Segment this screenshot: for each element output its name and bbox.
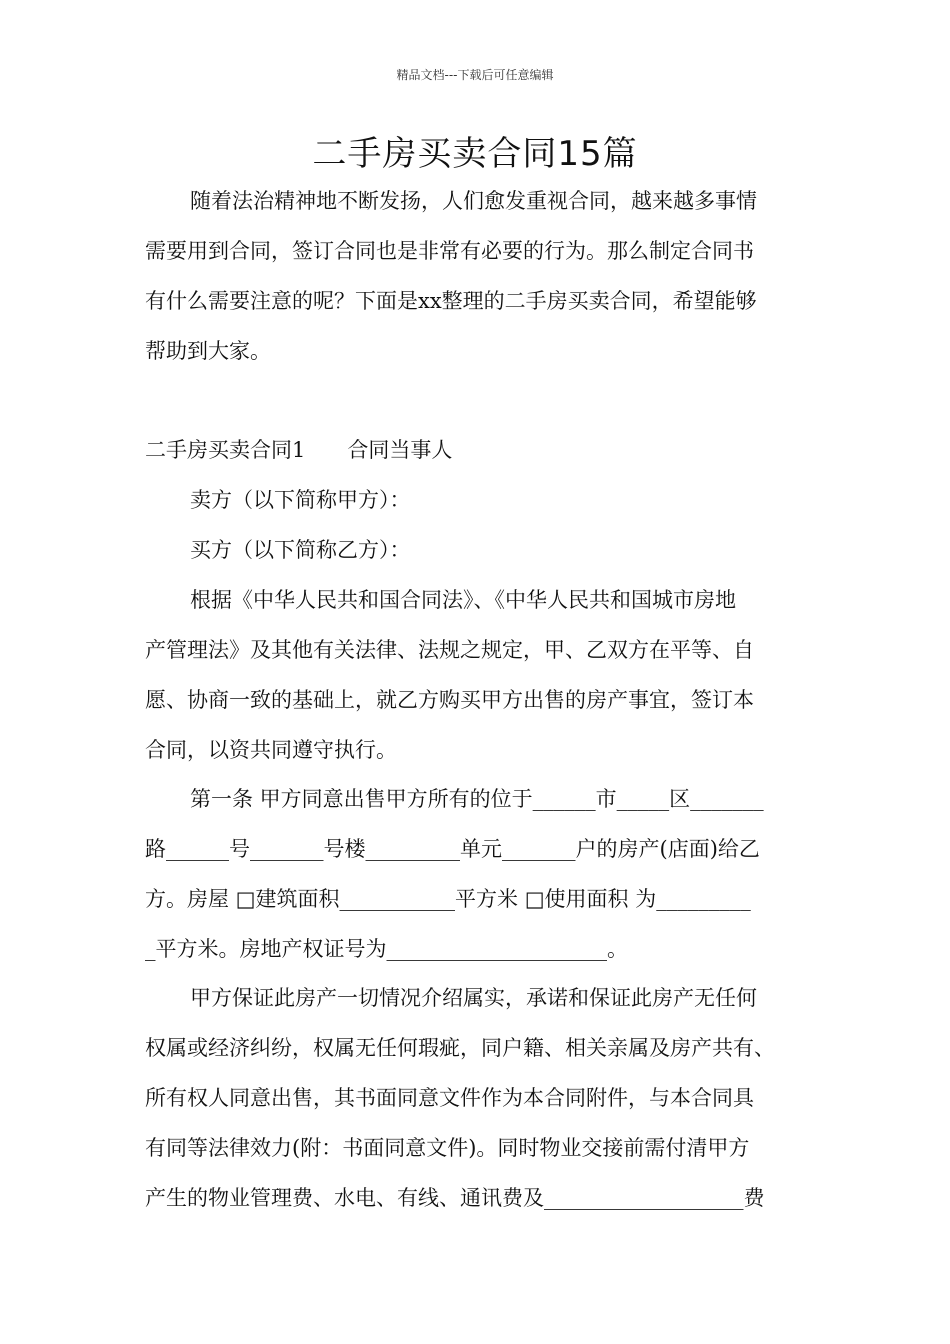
intro-line: 需要用到合同，签订合同也是非常有必要的行为。那么制定合同书 [145, 239, 754, 263]
basis-line: 根据《中华人民共和国合同法》、《中华人民共和国城市房地 [190, 588, 736, 612]
guarantee-line: 权属或经济纠纷，权属无任何瑕疵，同户籍、相关亲属及房产共有、 [145, 1036, 775, 1060]
header-note: 精品文档---下载后可任意编辑 [396, 68, 554, 82]
intro-line: 有什么需要注意的呢？下面是xx整理的二手房买卖合同，希望能够 [145, 289, 757, 313]
seller-line: 卖方（以下简称甲方）： [190, 488, 411, 512]
guarantee-line: 产生的物业管理费、水电、有线、通讯费及___________________费 [145, 1186, 765, 1210]
article-1-paragraph [145, 774, 815, 974]
guarantee-line: 所有权人同意出售，其书面同意文件作为本合同附件，与本合同具 [145, 1086, 754, 1110]
intro-paragraph [145, 176, 815, 376]
intro-line: 帮助到大家。 [145, 339, 271, 363]
article-1-line: 方。房屋 □建筑面积___________平方米 □使用面积 为_________ [145, 887, 751, 911]
basis-paragraph [145, 575, 815, 775]
basis-line: 愿、协商一致的基础上，就乙方购买甲方出售的房产事宜，签订本 [145, 688, 754, 712]
document-title: 二手房买卖合同15篇 [312, 134, 638, 174]
guarantee-paragraph [145, 973, 815, 1223]
guarantee-line: 有同等法律效力(附：书面同意文件)。同时物业交接前需付清甲方 [145, 1136, 750, 1160]
intro-line: 随着法治精神地不断发扬，人们愈发重视合同，越来越多事情 [190, 189, 757, 213]
guarantee-line: 甲方保证此房产一切情况介绍属实，承诺和保证此房产无任何 [190, 986, 757, 1010]
section-heading-text: 二手房买卖合同1 合同当事人 [145, 438, 453, 462]
section-heading [145, 425, 815, 475]
article-1-line: 第一条 甲方同意出售甲方所有的位于______市_____区_______ [190, 787, 764, 811]
buyer-line: 买方（以下简称乙方）： [190, 538, 411, 562]
basis-line: 合同，以资共同遵守执行。 [145, 738, 397, 762]
article-1-line: 路______号_______号楼_________单元_______户的房产(店面)给乙 [145, 837, 760, 861]
basis-line: 产管理法》及其他有关法律、法规之规定，甲、乙双方在平等、自 [145, 638, 754, 662]
article-1-line: _平方米。房地产权证号为_____________________。 [145, 937, 628, 961]
parties-block [145, 475, 815, 575]
